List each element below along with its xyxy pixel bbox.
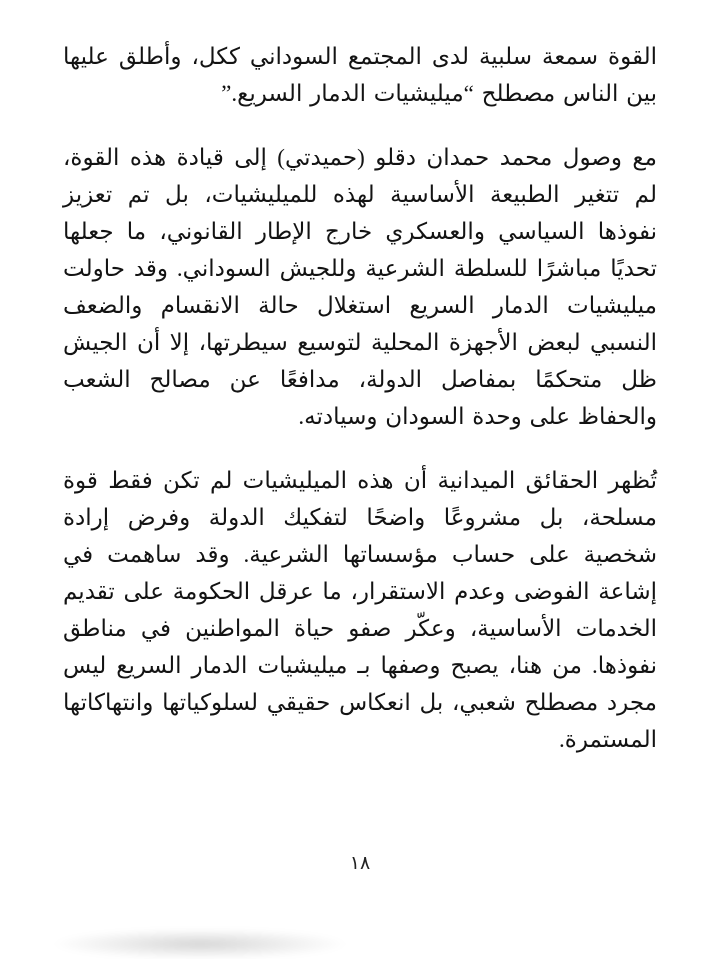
page-corner-shadow [55, 929, 345, 959]
page-number: ١٨ [349, 853, 371, 874]
body-paragraph: مع وصول محمد حمدان دقلو (حميدتي) إلى قيادة هذه القوة، لم تتغير الطبيعة الأساسية لهذه للميليشيات، بل تم تعزيز نفوذها السياسي والعسكري خارج الإطار القانوني، ما جعلها تحديًا مباشرًا للسلطة الشرعية وللجيش السوداني. وقد حاولت ميليشيات الدمار السريع استغلال حالة الانقسام والضعف النسبي لبعض الأجهزة المحلية لتوسيع سيطرتها، إلا أن الجيش ظل متحكمًا بمفاصل الدولة، مدافعًا عن مصالح الشعب والحفاظ على وحدة السودان وسيادته. [63, 145, 657, 429]
body-paragraph: تُظهر الحقائق الميدانية أن هذه الميليشيات لم تكن فقط قوة مسلحة، بل مشروعًا واضحًا لتفكيك الدولة وفرض إرادة شخصية على حساب مؤسساتها الشرعية. وقد ساهمت في إشاعة الفوضى وعدم الاستقرار، ما عرقل الحكومة على تقديم الخدمات الأساسية، وعكّر صفو حياة المواطنين في مناطق نفوذها. من هنا، يصبح وصفها بـ ميليشيات الدمار السريع ليس مجرد مصطلح شعبي، بل انعكاس حقيقي لسلوكياتها وانتهاكاتها المستمرة. [63, 468, 657, 752]
body-paragraph: القوة سمعة سلبية لدى المجتمع السوداني ككل، وأطلق عليها بين الناس مصطلح “ميليشيات الدمار السريع.” [63, 44, 657, 106]
